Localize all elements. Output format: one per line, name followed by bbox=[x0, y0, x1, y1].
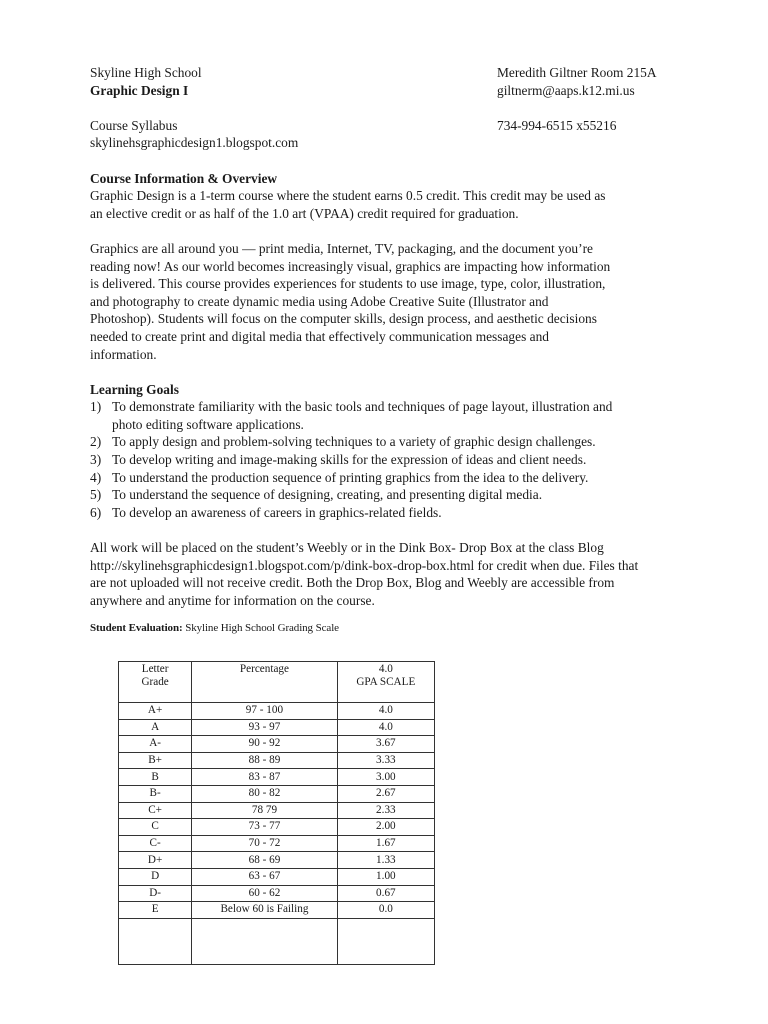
blog-url: skylinehsgraphicdesign1.blogspot.com bbox=[90, 135, 299, 151]
gpa-cell: 2.00 bbox=[337, 819, 434, 836]
table-row bbox=[119, 835, 435, 852]
header-text: Grade bbox=[141, 676, 169, 688]
percentage-header: Percentage bbox=[192, 662, 337, 703]
text-line: are not uploaded will not receive credit. Both the Drop Box, Blog and Weebly are accessible from bbox=[90, 575, 615, 591]
grade-cell: B- bbox=[119, 785, 192, 802]
text-line: photo editing software applications. bbox=[112, 416, 304, 432]
header-row-2 bbox=[90, 82, 710, 100]
text-line: Graphic Design is a 1-term course where the student earns 0.5 credit. This credit may be used as bbox=[90, 188, 606, 204]
list-number: 3) bbox=[90, 452, 102, 468]
text-line: an elective credit or as half of the 1.0 art (VPAA) credit required for graduation. bbox=[90, 205, 519, 221]
list-number: 1) bbox=[90, 399, 102, 415]
letter-grade-header bbox=[119, 662, 192, 703]
gpa-cell: 3.67 bbox=[337, 736, 434, 753]
table-row bbox=[119, 885, 435, 902]
list-number: 6) bbox=[90, 504, 102, 520]
header-text: GPA SCALE bbox=[356, 676, 416, 688]
teacher-email: giltnerm@aaps.k12.mi.us bbox=[497, 82, 635, 98]
gpa-cell: 1.33 bbox=[337, 852, 434, 869]
gpa-cell: 1.00 bbox=[337, 868, 434, 885]
text-line: All work will be placed on the student’s Weebly or in the Dink Box- Drop Box at the class Blog bbox=[90, 540, 604, 556]
table-row bbox=[119, 819, 435, 836]
header-row-1 bbox=[90, 64, 710, 82]
text-line: To understand the production sequence of printing graphics from the idea to the delivery. bbox=[112, 469, 589, 485]
gpa-cell: 2.67 bbox=[337, 785, 434, 802]
list-item bbox=[90, 398, 710, 433]
percent-cell: 90 - 92 bbox=[192, 736, 337, 753]
text-line: needed to create print and digital media that effectively communication messages and bbox=[90, 328, 549, 344]
text-line: http://skylinehsgraphicdesign1.blogspot.com/p/dink-box-drop-box.html for credit when due. Files that bbox=[90, 557, 639, 573]
text-line: reading now! As our world becomes increasingly visual, graphics are impacting how information bbox=[90, 258, 611, 274]
table-row bbox=[119, 868, 435, 885]
work-submission-paragraph bbox=[90, 539, 710, 609]
table-row bbox=[119, 802, 435, 819]
text-line: and photography to create dynamic media using Adobe Creative Suite (Illustrator and bbox=[90, 293, 549, 309]
table-row bbox=[119, 736, 435, 753]
text-line: Graphics are all around you — print media, Internet, TV, packaging, and the document you’re bbox=[90, 240, 593, 256]
percent-cell: 88 - 89 bbox=[192, 752, 337, 769]
table-row bbox=[119, 752, 435, 769]
grade-cell: B+ bbox=[119, 752, 192, 769]
student-evaluation-caption bbox=[90, 621, 710, 635]
overview-paragraph-2 bbox=[90, 240, 710, 363]
grade-cell: D+ bbox=[119, 852, 192, 869]
gpa-cell: 3.33 bbox=[337, 752, 434, 769]
gpa-cell: 0.0 bbox=[337, 902, 434, 919]
gpa-cell: 2.33 bbox=[337, 802, 434, 819]
text-line: To understand the sequence of designing, creating, and presenting digital media. bbox=[112, 487, 543, 503]
text-line: To demonstrate familiarity with the basic tools and techniques of page layout, illustration and bbox=[112, 399, 613, 415]
grade-cell: A+ bbox=[119, 703, 192, 720]
gpa-cell: 1.67 bbox=[337, 835, 434, 852]
percent-cell: 97 - 100 bbox=[192, 703, 337, 720]
grade-cell: D- bbox=[119, 885, 192, 902]
table-row bbox=[119, 902, 435, 919]
header-row-3 bbox=[90, 117, 710, 135]
table-header-row bbox=[119, 662, 435, 703]
list-number: 2) bbox=[90, 434, 102, 450]
table-row bbox=[119, 785, 435, 802]
text-line: Photoshop). Students will focus on the computer skills, design process, and aesthetic decisions bbox=[90, 311, 597, 327]
list-item bbox=[90, 469, 710, 487]
document-type: Course Syllabus bbox=[90, 117, 178, 133]
gpa-cell: 4.0 bbox=[337, 703, 434, 720]
percent-cell: 80 - 82 bbox=[192, 785, 337, 802]
grading-scale-table bbox=[118, 661, 435, 965]
grade-cell: C- bbox=[119, 835, 192, 852]
list-item bbox=[90, 504, 710, 522]
teacher-phone: 734-994-6515 x55216 bbox=[497, 117, 617, 133]
text-line: information. bbox=[90, 346, 157, 362]
grade-cell: A bbox=[119, 719, 192, 736]
percent-cell: 83 - 87 bbox=[192, 769, 337, 786]
grade-cell: A- bbox=[119, 736, 192, 753]
percent-cell: 68 - 69 bbox=[192, 852, 337, 869]
header-text: Letter bbox=[141, 663, 169, 675]
table-row bbox=[119, 769, 435, 786]
gpa-scale-header bbox=[337, 662, 434, 703]
grade-cell: B bbox=[119, 769, 192, 786]
text-line: To apply design and problem-solving techniques to a variety of graphic design challenges. bbox=[112, 434, 596, 450]
percent-cell: 93 - 97 bbox=[192, 719, 337, 736]
gpa-cell: 3.00 bbox=[337, 769, 434, 786]
list-item bbox=[90, 451, 710, 469]
text-line: To develop an awareness of careers in graphics-related fields. bbox=[112, 504, 442, 520]
text-line: is delivered. This course provides experiences for students to use image, type, color, illustration, bbox=[90, 276, 606, 292]
overview-heading: Course Information & Overview bbox=[90, 170, 278, 186]
teacher-room: Meredith Giltner Room 215A bbox=[497, 65, 657, 80]
table-row bbox=[119, 703, 435, 720]
table-row bbox=[119, 852, 435, 869]
list-number: 5) bbox=[90, 487, 102, 503]
percent-cell: Below 60 is Failing bbox=[192, 902, 337, 919]
gpa-cell: 0.67 bbox=[337, 885, 434, 902]
learning-goals-list bbox=[90, 398, 710, 521]
grade-cell: C+ bbox=[119, 802, 192, 819]
grade-cell: E bbox=[119, 902, 192, 919]
percent-cell: 78 79 bbox=[192, 802, 337, 819]
grade-cell: C bbox=[119, 819, 192, 836]
percent-cell: 60 - 62 bbox=[192, 885, 337, 902]
evaluation-text: Skyline High School Grading Scale bbox=[182, 622, 339, 635]
percent-cell: 63 - 67 bbox=[192, 868, 337, 885]
header-text: 4.0 bbox=[378, 663, 393, 675]
syllabus-page bbox=[90, 64, 710, 635]
overview-paragraph-1 bbox=[90, 187, 710, 222]
text-line: anywhere and anytime for information on the course. bbox=[90, 592, 375, 608]
text-line: To develop writing and image-making skills for the expression of ideas and client needs. bbox=[112, 452, 587, 468]
gpa-cell: 4.0 bbox=[337, 719, 434, 736]
list-item bbox=[90, 433, 710, 451]
school-name: Skyline High School bbox=[90, 65, 202, 80]
course-title: Graphic Design I bbox=[90, 82, 189, 98]
evaluation-label: Student Evaluation: bbox=[90, 622, 183, 635]
grade-cell: D bbox=[119, 868, 192, 885]
learning-goals-heading: Learning Goals bbox=[90, 381, 179, 397]
list-item bbox=[90, 486, 710, 504]
percent-cell: 73 - 77 bbox=[192, 819, 337, 836]
table-row-empty bbox=[119, 918, 435, 964]
table-row bbox=[119, 719, 435, 736]
list-number: 4) bbox=[90, 469, 102, 485]
percent-cell: 70 - 72 bbox=[192, 835, 337, 852]
